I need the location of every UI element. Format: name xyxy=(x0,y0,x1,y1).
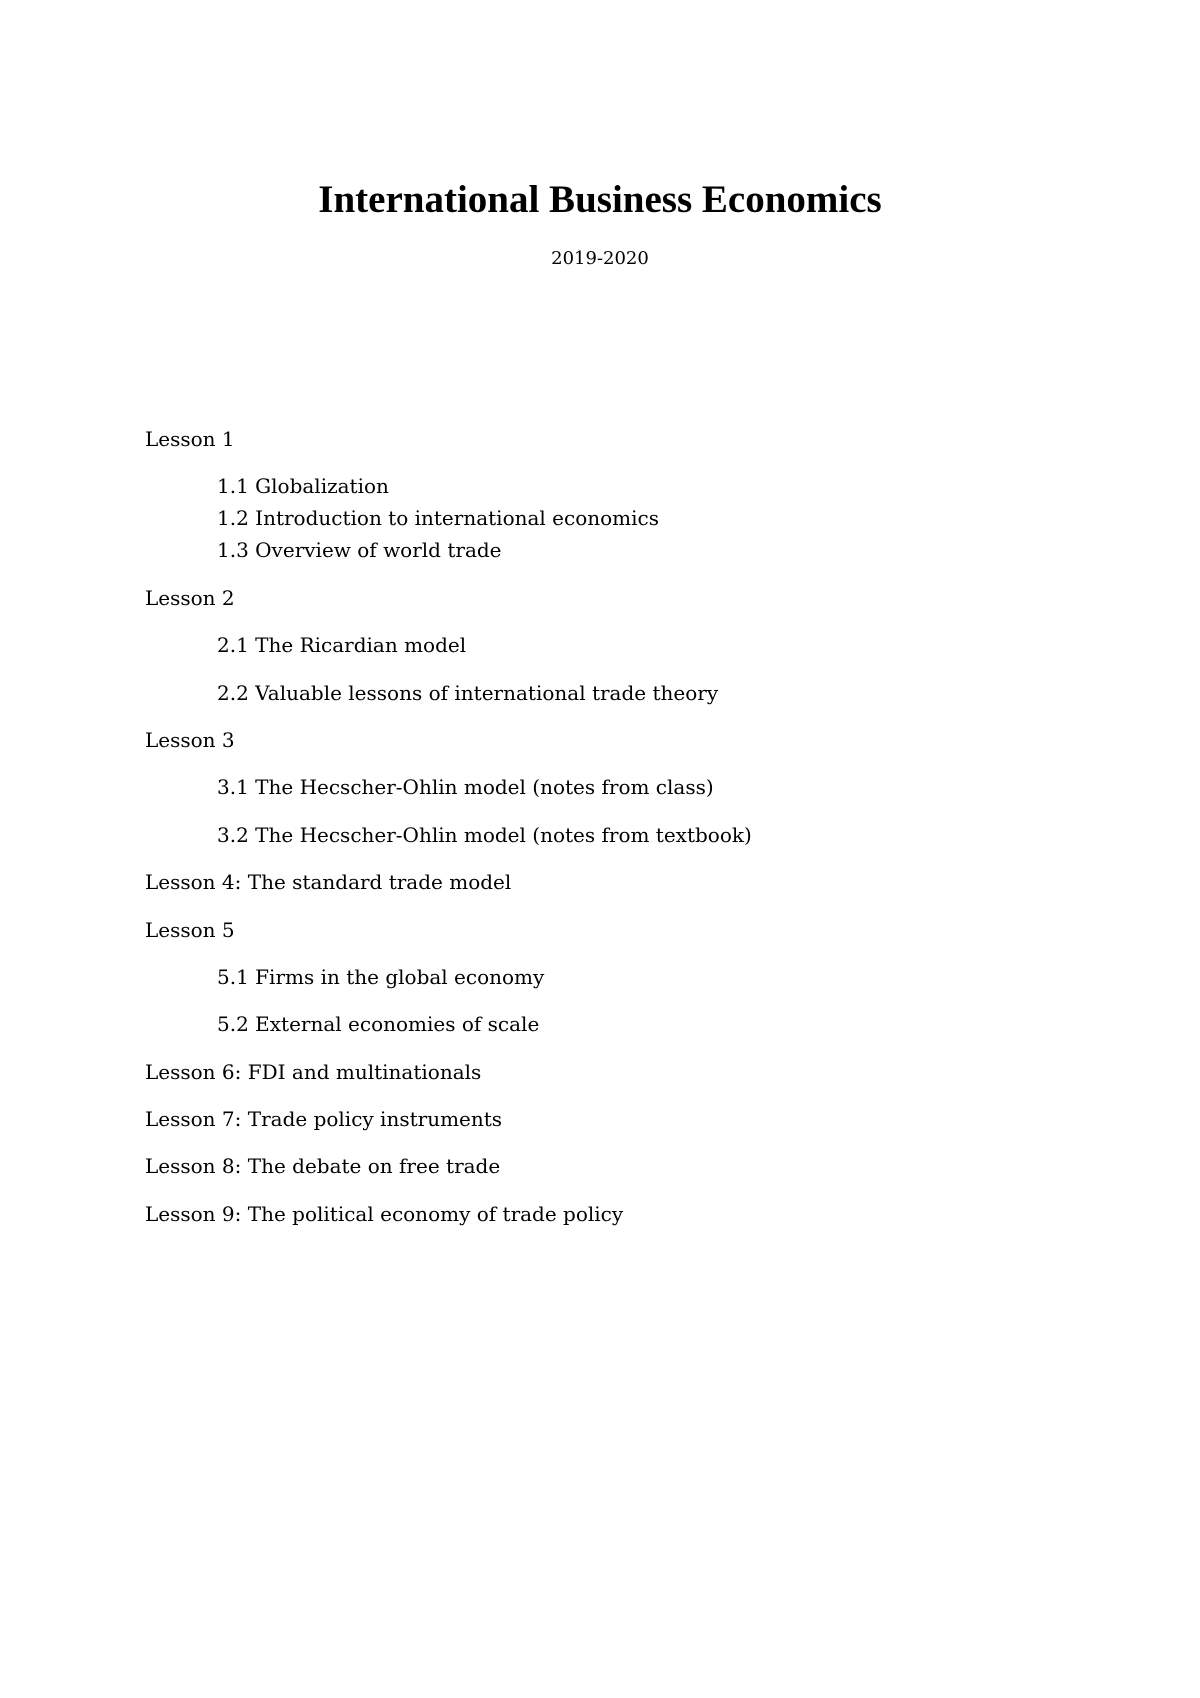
toc-lesson-5: Lesson 5 xyxy=(145,918,235,942)
toc-item-3-1: 3.1 The Hecscher-Ohlin model (notes from class) xyxy=(217,775,714,799)
toc-lesson-6: Lesson 6: FDI and multinationals xyxy=(145,1060,482,1084)
toc-item-3-2: 3.2 The Hecscher-Ohlin model (notes from textbook) xyxy=(217,823,752,847)
toc-lesson-2: Lesson 2 xyxy=(145,586,235,610)
toc-item-1-2: 1.2 Introduction to international economics xyxy=(217,506,659,530)
toc-lesson-9: Lesson 9: The political economy of trade policy xyxy=(145,1202,624,1226)
document-subtitle: 2019-2020 xyxy=(551,248,649,269)
toc-lesson-1: Lesson 1 xyxy=(145,427,235,451)
toc-item-2-2: 2.2 Valuable lessons of international trade theory xyxy=(217,681,719,705)
document-title: International Business Economics xyxy=(318,178,882,221)
toc-item-5-2: 5.2 External economies of scale xyxy=(217,1012,540,1036)
toc-lesson-8: Lesson 8: The debate on free trade xyxy=(145,1154,501,1178)
toc-item-1-3: 1.3 Overview of world trade xyxy=(217,538,502,562)
toc-lesson-4: Lesson 4: The standard trade model xyxy=(145,870,512,894)
toc-item-5-1: 5.1 Firms in the global economy xyxy=(217,965,545,989)
toc-item-2-1: 2.1 The Ricardian model xyxy=(217,633,467,657)
toc-lesson-7: Lesson 7: Trade policy instruments xyxy=(145,1107,503,1131)
toc-lesson-3: Lesson 3 xyxy=(145,728,235,752)
toc-item-1-1: 1.1 Globalization xyxy=(217,474,389,498)
